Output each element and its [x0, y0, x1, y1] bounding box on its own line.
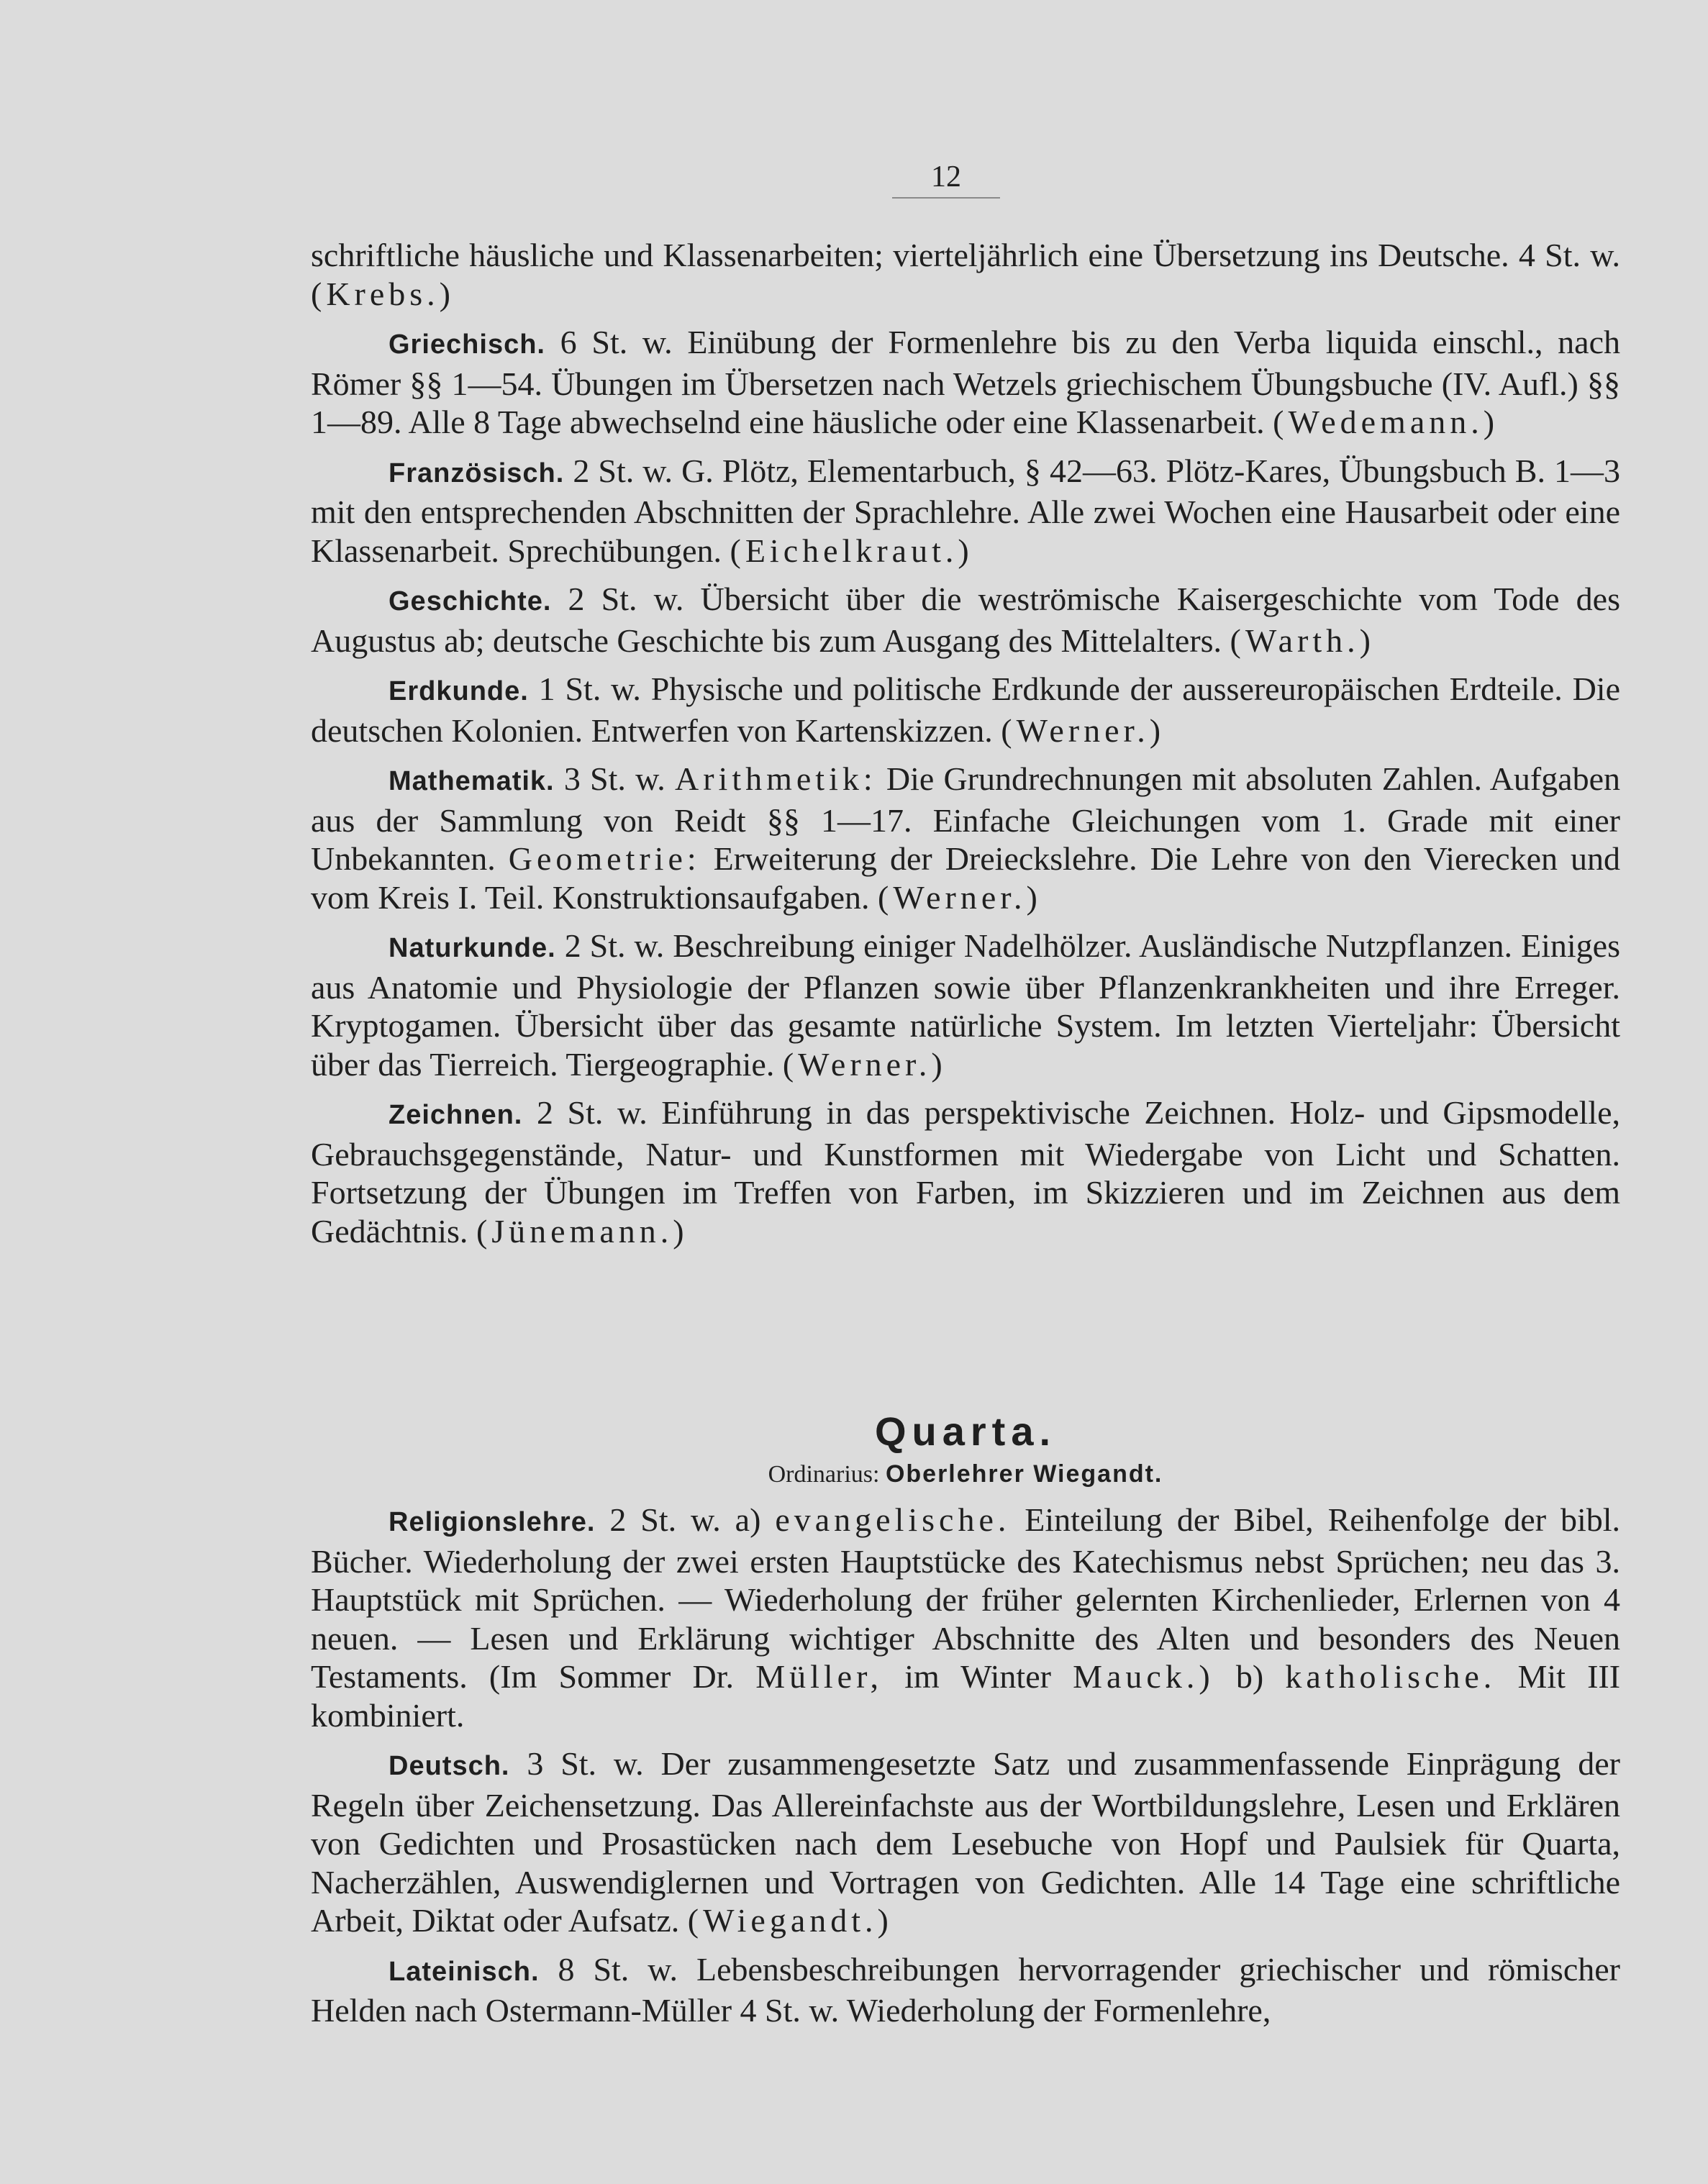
subject-griechisch — [311, 323, 1620, 442]
subject-title: Lateinisch. — [389, 1956, 540, 1987]
geometrie-label: Geometrie: — [508, 840, 701, 877]
intro-paragraph — [311, 236, 1620, 313]
subject-title: Erdkunde. — [389, 676, 529, 706]
winter-label: im Winter — [904, 1658, 1051, 1695]
subject-teacher: (Wedemann.) — [1273, 404, 1499, 440]
subject-franzoesisch — [311, 452, 1620, 570]
ordinarius-label: Ordinarius: — [768, 1461, 880, 1488]
subject-erdkunde — [311, 670, 1620, 750]
page-number: 12 — [892, 160, 1000, 199]
subject-teacher: (Jünemann.) — [476, 1212, 689, 1250]
arithmetik-label: Arithmetik: — [675, 760, 877, 797]
subject-teacher: (Wiegandt.) — [687, 1902, 893, 1939]
evangelisch-label: evangelische. — [775, 1501, 1011, 1538]
katholisch-label: katholische. — [1285, 1658, 1496, 1695]
subject-deutsch — [311, 1744, 1620, 1940]
subject-teacher: (Werner.) — [878, 878, 1042, 916]
subject-title: Zeichnen. — [389, 1100, 523, 1130]
evangelisch-text: Einteilung der Bibel, Reihenfolge der bibl. Bücher. Wiederholung der zwei ersten Hauptstücke des Katechismus nebst Sprüchen; neu das 3. Hauptstück mit Sprüchen. — Wiederholung der früher gelernten Kirchenlieder, Erlernen von 4 neuen. — Lesen und Erklärung wichtiger Abschnitte des Alten und besonders des Neuen Testaments. (Im Sommer Dr. — [311, 1501, 1621, 1695]
subject-religionslehre — [311, 1501, 1620, 1734]
subject-title: Mathematik. — [389, 766, 555, 796]
subject-text: 2 St. w. Übersicht über die weströmische Kaisergeschichte vom Tode des Augustus ab; deutsche Geschichte bis zum Ausgang des Mittelalters. — [311, 581, 1621, 659]
subject-title: Geschichte. — [389, 586, 552, 616]
top-section — [311, 236, 1620, 1260]
ordinarius-name: Oberlehrer Wiegandt. — [885, 1460, 1163, 1488]
arithmetik-text: Die Grundrechnungen mit absoluten Zahlen. Aufgaben aus der Sammlung von Reidt §§ 1—17. Einfache Gleichungen vom 1. Grade mit einer Unbekannten. — [311, 760, 1621, 877]
subject-title: Griechisch. — [389, 329, 545, 360]
subject-text: 2 St. w. Beschreibung einiger Nadelhölzer. Ausländische Nutzpflanzen. Einiges aus Anatomie und Physiologie der Pflanzen sowie über Pflanzenkrankheiten und ihre Erreger. Kryptogamen. Übersicht über das gesamte natürliche System. Im letzten Vierteljahr: Übersicht über das Tierreich. Tiergeographie. — [311, 927, 1621, 1083]
katholisch-text: Mit III kombiniert. — [311, 1658, 1621, 1734]
subject-teacher: (Warth.) — [1230, 622, 1375, 659]
subject-text: 6 St. w. Einübung der Formenlehre bis zu den Verba liquida einschl., nach Römer §§ 1—54. Übungen im Übersetzen nach Wetzels griechischem Übungsbuche (IV. Aufl.) §§ 1—89. Alle 8 Tage abwechselnd eine häusliche oder eine Klassenarbeit. — [311, 324, 1620, 440]
subject-text: 3 St. w. Der zusammengesetzte Satz und zusammenfassende Einprägung der Regeln über Zeichensetzung. Das Allereinfachste aus der Wortbildungslehre, Lesen und Erklären von Gedichten und Prosastücken nach dem Lesebuche von Hopf und Paulsiek für Quarta, Nacherzählen, Auswendiglernen und Vortragen von Gedichten. Alle 14 Tage eine schriftliche Arbeit, Diktat oder Aufsatz. — [311, 1745, 1621, 1939]
subject-geschichte — [311, 580, 1620, 660]
subject-teacher: (Werner.) — [782, 1045, 947, 1083]
quarta-section — [311, 1406, 1620, 2040]
subject-lateinisch — [311, 1950, 1620, 2030]
katholisch-prefix: b) — [1235, 1658, 1264, 1695]
subject-hours: 2 St. w. a) — [609, 1501, 761, 1538]
subject-hours: 3 St. w. — [563, 760, 666, 797]
subject-naturkunde — [311, 927, 1620, 1083]
teacher-winter: Mauck.) — [1073, 1658, 1214, 1695]
subject-text: 8 St. w. Lebensbeschreibungen hervorragender griechischer und römischer Helden nach Ostermann-Müller 4 St. w. Wiederholung der Formenlehre, — [311, 1950, 1620, 2029]
subject-mathematik — [311, 760, 1620, 916]
subject-title: Religionslehre. — [389, 1507, 596, 1537]
subject-text: 2 St. w. G. Plötz, Elementarbuch, § 42—63. Plötz-Kares, Übungsbuch B. 1—3 mit den entsprechenden Abschnitten der Sprachlehre. Alle zwei Wochen eine Hausarbeit oder eine Klassenarbeit. Sprechübungen. — [311, 452, 1620, 569]
subject-title: Deutsch. — [389, 1751, 510, 1781]
intro-teacher: (Krebs.) — [311, 275, 455, 312]
subject-title: Naturkunde. — [389, 933, 556, 963]
teacher-summer: Müller, — [755, 1658, 883, 1695]
subject-title: Französisch. — [389, 458, 565, 488]
subject-teacher: (Werner.) — [1001, 711, 1166, 749]
geometrie-text: Erweiterung der Dreieckslehre. Die Lehre von den Vierecken und vom Kreis I. Teil. Konstruktionsaufgaben. — [311, 840, 1620, 916]
subject-teacher: (Eichelkraut.) — [730, 532, 973, 569]
ordinarius-line — [311, 1458, 1620, 1491]
subject-zeichnen — [311, 1093, 1620, 1250]
subject-text: 1 St. w. Physische und politische Erdkunde der aussereuropäischen Erdteile. Die deutschen Kolonien. Entwerfen von Kartenskizzen. — [311, 670, 1621, 749]
subject-text: 2 St. w. Einführung in das perspektivische Zeichnen. Holz- und Gipsmodelle, Gebrauchsgegenstände, Natur- und Kunstformen mit Wiedergabe von Licht und Schatten. Fortsetzung der Übungen im Treffen von Farben, im Skizzieren und im Zeichnen aus dem Gedächtnis. — [311, 1094, 1621, 1250]
section-title: Quarta. — [874, 1409, 1057, 1454]
intro-text: schriftliche häusliche und Klassenarbeiten; vierteljährlich eine Übersetzung ins Deutsche. 4 St. w. — [311, 237, 1620, 273]
